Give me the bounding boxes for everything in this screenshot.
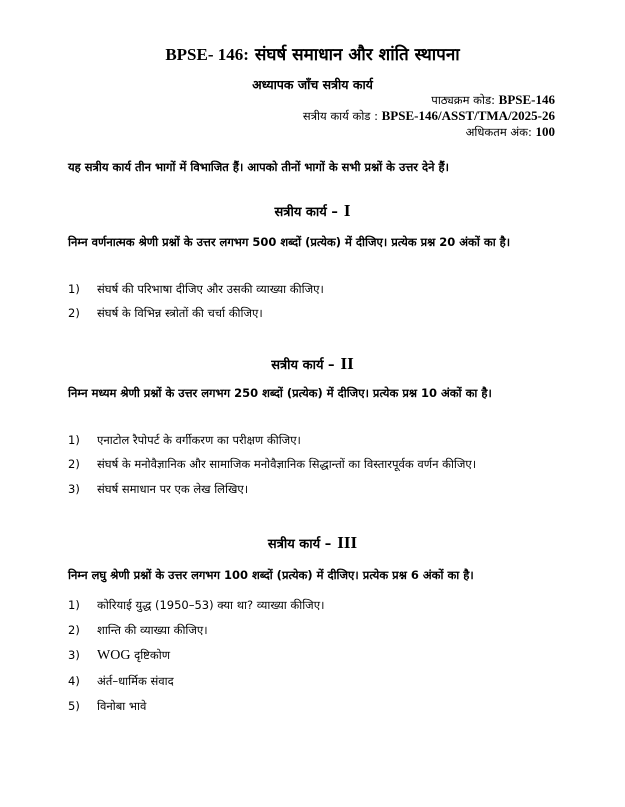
section-3-question-4 [68, 673, 568, 689]
section-2-heading [0, 354, 625, 376]
question-number: 2) [68, 306, 80, 320]
question-text: संघर्ष के विभिन्न स्त्रोतों की चर्चा कीजिए। [97, 306, 263, 320]
question-text: संघर्ष की परिभाषा दीजिए और उसकी व्याख्या कीजिए। [97, 282, 324, 296]
section-3-question-3 [68, 647, 568, 664]
section-2-question-2 [68, 456, 568, 472]
question-text: दृष्टिकोण [134, 648, 171, 662]
question-text: एनाटोल रैपोपर्ट के वर्गीकरण का परीक्षण कीजिए। [97, 433, 301, 447]
assignment-code-value: BPSE-146/ASST/TMA/2025-26 [381, 108, 555, 123]
intro-text: यह सत्रीय कार्य तीन भागों में विभाजित हैं। आपको तीनों भागों के सभी प्रश्नों के उत्तर देने हैं। [68, 160, 449, 174]
question-text: शान्ति की व्याख्या कीजिए। [97, 623, 208, 637]
question-text: विनोबा भावे [97, 699, 147, 713]
section-2-question-3 [68, 481, 568, 497]
question-text: संघर्ष समाधान पर एक लेख लिखिए। [97, 482, 249, 496]
question-number: 2) [68, 457, 80, 471]
question-number: 3) [68, 648, 80, 662]
max-marks-label: अधिकतम अंक: [465, 125, 532, 139]
section-3-heading [0, 533, 625, 555]
section-1-question-1 [68, 281, 568, 297]
section-1-heading [0, 201, 625, 223]
section-1-question-2 [68, 305, 568, 321]
course-code-line [431, 92, 555, 108]
section-3-label: सत्रीय कार्य – [267, 537, 332, 552]
course-code-value: BPSE-146 [498, 92, 555, 107]
question-number: 1) [68, 433, 80, 447]
question-number: 5) [68, 699, 80, 713]
question-text: कोरियाई युद्ध (1950–53) क्या था? व्याख्या कीजिए। [97, 598, 325, 612]
section-2-question-1 [68, 432, 568, 448]
section-1-instruction: निम्न वर्णनात्मक श्रेणी प्रश्नों के उत्तर लगभग 500 शब्दों (प्रत्येक) में दीजिए। प्रत्येक प्रश्न 20 अंकों का है। [68, 235, 511, 249]
course-code-label: पाठ्यक्रम कोड: [431, 93, 495, 107]
question-text: संघर्ष के मनोवैज्ञानिक और सामाजिक मनोवैज्ञानिक सिद्धान्तों का विस्तारपूर्वक वर्णन कीजिए। [97, 457, 477, 471]
section-3-question-1 [68, 597, 568, 613]
section-2-instruction: निम्न मध्यम श्रेणी प्रश्नों के उत्तर लगभग 250 शब्दों (प्रत्येक) में दीजिए। प्रत्येक प्रश्न 10 अंकों का है। [68, 386, 492, 400]
question-number: 2) [68, 623, 80, 637]
section-2-label: सत्रीय कार्य – [271, 358, 335, 373]
question-number: 1) [68, 598, 80, 612]
course-code-heading: BPSE- 146: [165, 45, 249, 64]
max-marks-value: 100 [535, 124, 555, 139]
section-3-question-2 [68, 622, 568, 638]
section-2-roman: II [340, 354, 354, 373]
section-3-roman: III [337, 533, 358, 552]
question-text-latin: WOG [97, 648, 131, 663]
assignment-code-line [303, 108, 555, 124]
document-title [0, 44, 625, 66]
question-number: 1) [68, 282, 80, 296]
question-number: 4) [68, 674, 80, 688]
document-subtitle: अध्यापक जाँच सत्रीय कार्य [252, 77, 373, 92]
question-number: 3) [68, 482, 80, 496]
section-3-instruction: निम्न लघु श्रेणी प्रश्नों के उत्तर लगभग 100 शब्दों (प्रत्येक) में दीजिए। प्रत्येक प्रश्न 6 अंकों का है। [68, 568, 474, 582]
section-1-roman: I [343, 201, 351, 220]
max-marks-line [466, 124, 555, 140]
section-3-question-5 [68, 698, 568, 714]
question-text: अंर्त–धार्मिक संवाद [97, 674, 174, 688]
assignment-code-label: सत्रीय कार्य कोड : [302, 109, 378, 123]
section-1-label: सत्रीय कार्य – [274, 205, 338, 220]
course-title: संघर्ष समाधान और शांति स्थापना [254, 45, 460, 65]
